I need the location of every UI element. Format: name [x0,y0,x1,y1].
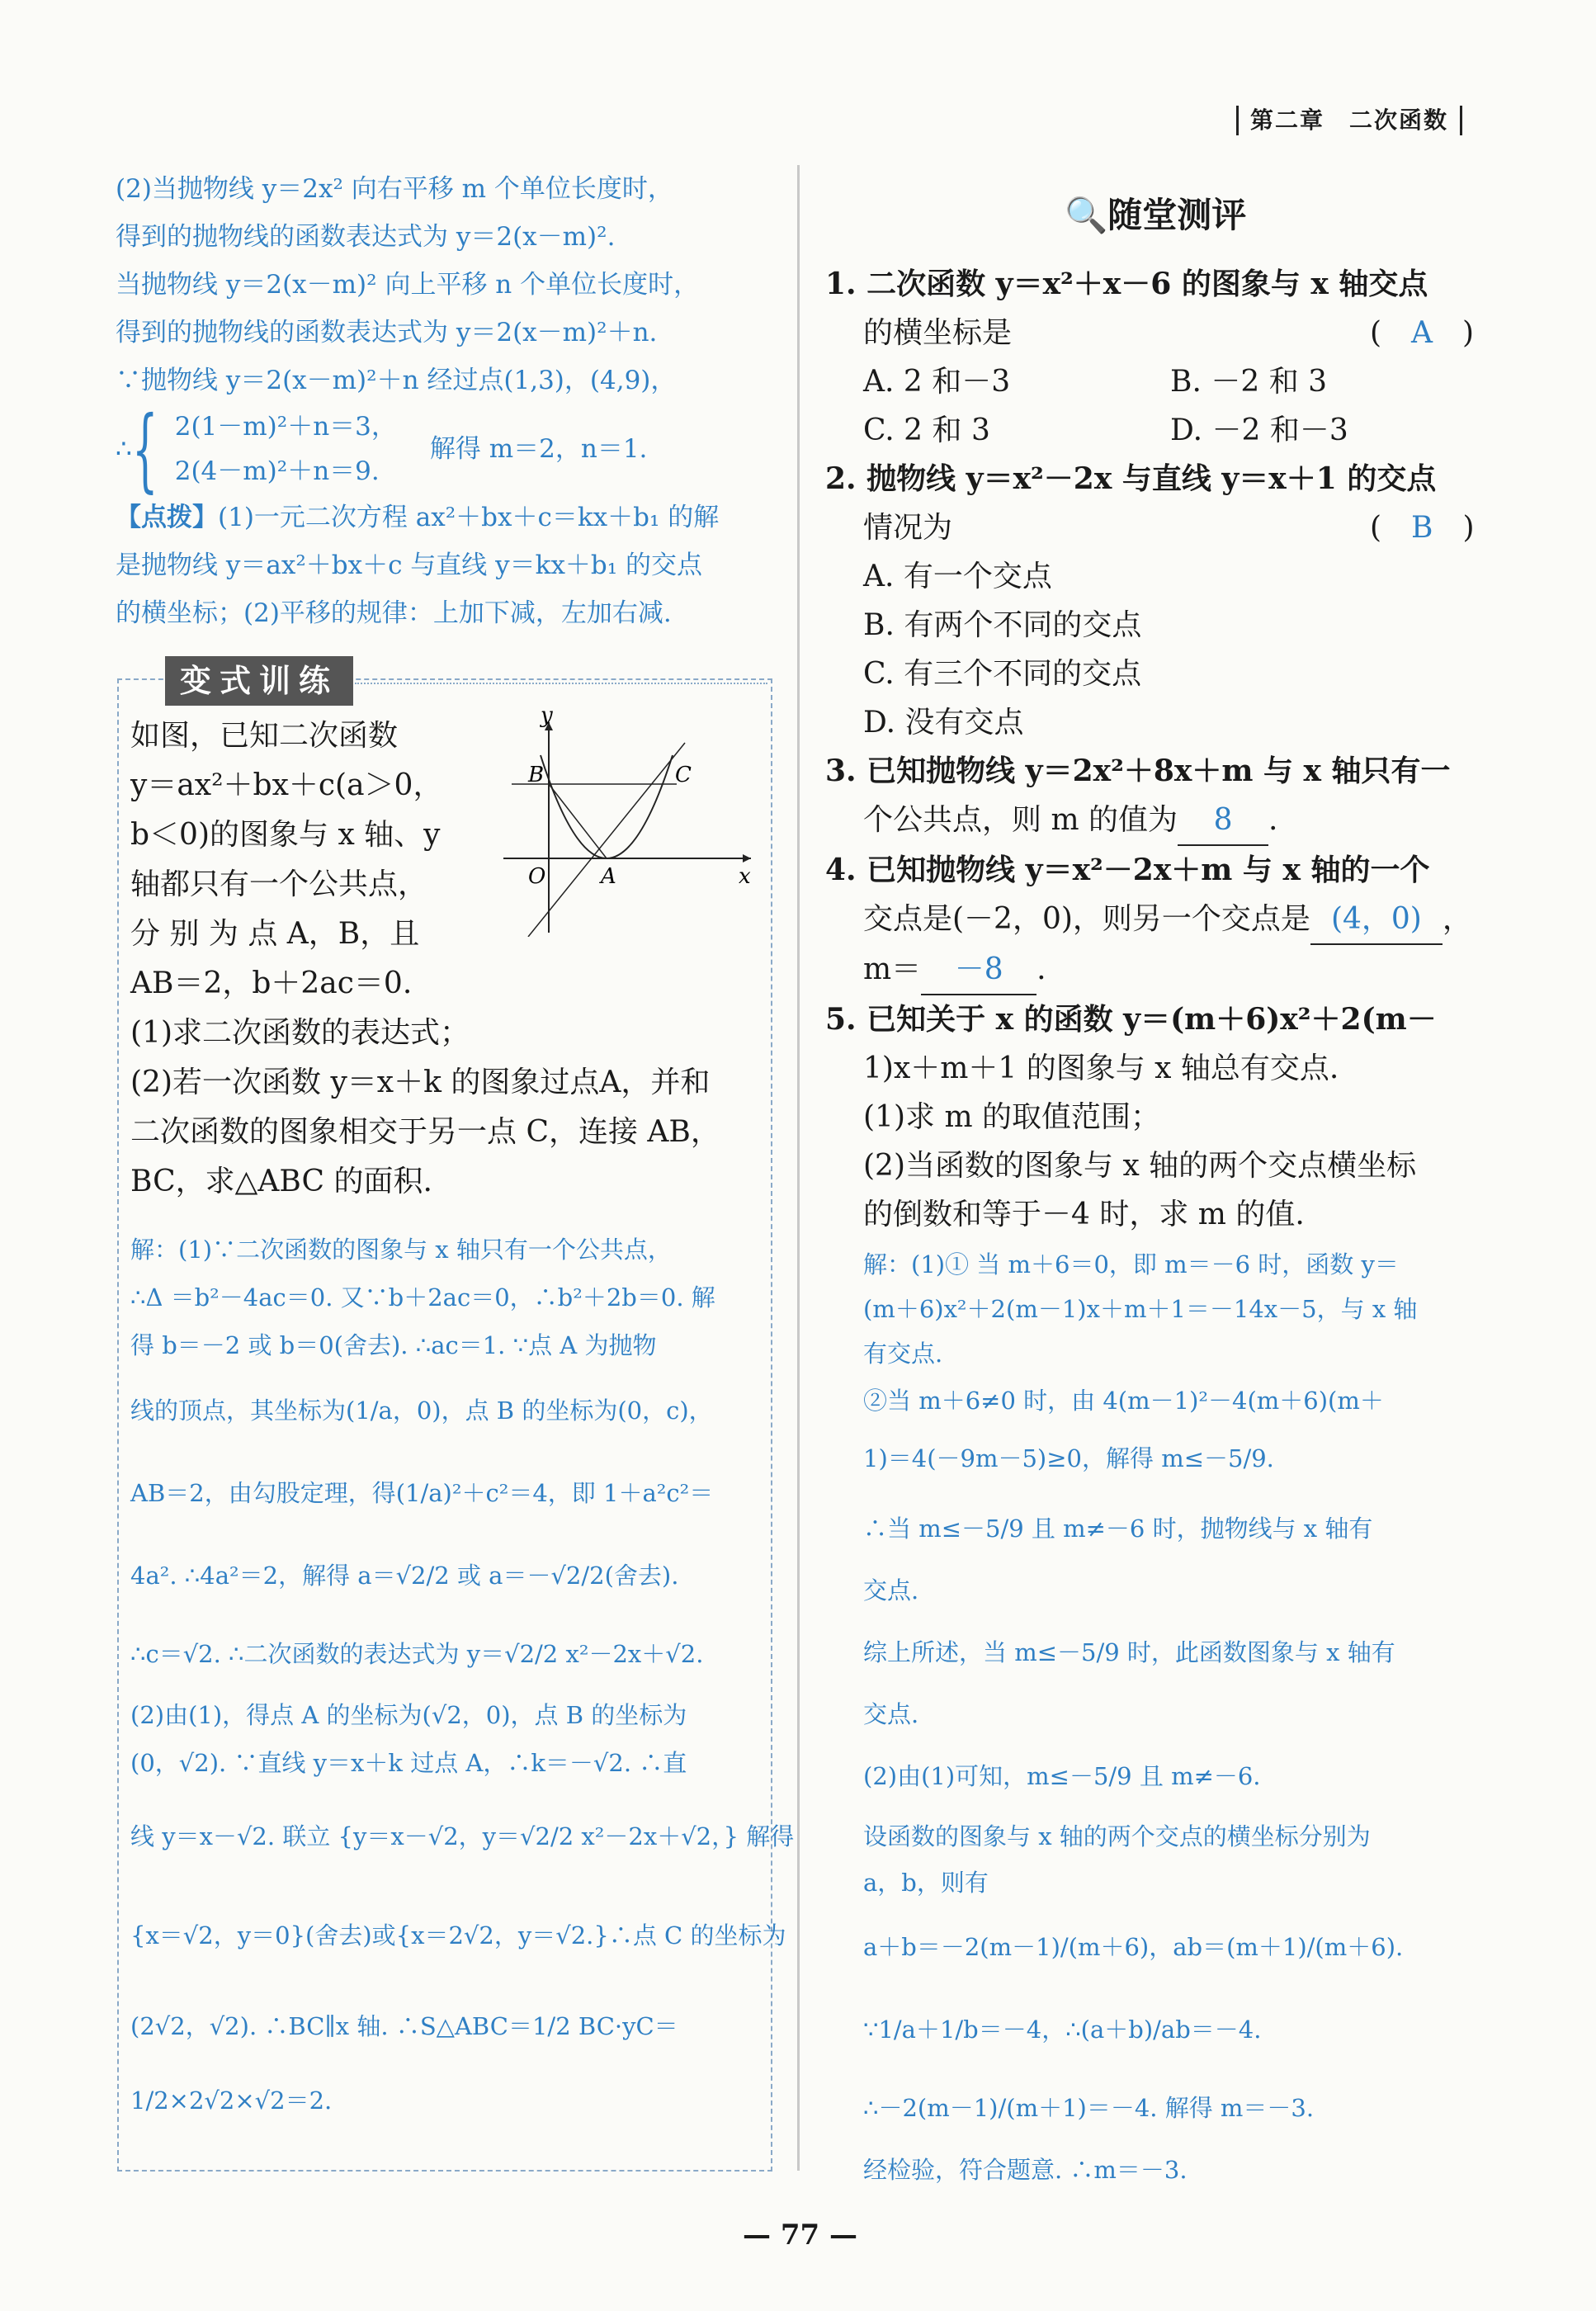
question-1: 1. 二次函数 y＝x²＋x－6 的图象与 x 轴交点 [825,267,1428,301]
y-label: y [541,706,553,728]
column-divider [797,165,800,2171]
question-5-solution: 解：(1)① 当 m＋6＝0，即 m＝－6 时，函数 y＝ (m＋6)x²＋2(m－1)x＋m＋1＝－14x－5，与 x 轴 有交点. ②当 m＋6≠0 时，由 4(m－1)²－4(m＋6)(m＋ 1)＝4(－9m－5)≥0，解得 m≤－5/9. ∴当 m≤－5/9 且 m≠－6 时，抛物线与 x 轴有 交点. 综上所述，当 m≤－5/9 时，此函数图象与 x 轴有 交点. (2)由(1)可知，m≤－5/9 且 m≠－6. 设函数的图象与 x 轴的两个交点的横坐标分别为 a，b，则有 a＋b＝－2(m－1)/(m＋6)，ab＝(m＋1)/(m＋6). ∵1/a＋1/b＝－4，∴(a＋b)/ab＝－4. ∴－2(m－1)/(m＋1)＝－4. 解得 m＝－3. 经检验，符合题意. ∴m＝－3. [863,1250,1418,2184]
variant-training-title: 变式训练 [165,656,353,706]
text-line: ∵抛物线 y＝2(x－m)²＋n 经过点(1,3)，(4,9)， [116,366,677,395]
section-title: 🔍随堂测评 [1065,195,1247,235]
question-2: 2. 抛物线 y＝x²－2x 与直线 y＝x＋1 的交点 [825,461,1437,496]
text-line: 得到的抛物线的函数表达式为 y＝2(x－m)²＋n. [116,318,658,347]
magnifier-icon: 🔍 [1065,195,1108,235]
line-ac [528,743,685,937]
text-line: 当抛物线 y＝2(x－m)² 向上平移 n 个单位长度时， [116,270,700,300]
point-c-label: C [675,763,692,787]
title-rule [355,683,767,684]
point-a-label: A [601,864,616,889]
text-line: (2)当抛物线 y＝2x² 向右平移 m 个单位长度时， [116,174,673,204]
variant-solution: 解：(1)∵二次函数的图象与 x 轴只有一个公共点， ∴Δ ＝b²－4ac＝0. 又∵b＋2ac＝0，∴b²＋2b＝0. 解 得 b＝－2 或 b＝0(舍去). ∴ac＝1. ∵点 A 为抛物 线的顶点，其坐标为(1/a，0)，点 B 的坐标为(0，c)， AB＝2，由勾股定理，得(1/a)²＋c²＝4，即 1＋a²c²＝ 4a². ∴4a²＝2，解得 a＝√2/2 或 a＝－√2/2(舍去). ∴c＝√2. ∴二次函数的表达式为 y＝√2/2 x²－2x＋√2. (2)由(1)，得点 A 的坐标为(√2，0)，点 B 的坐标为 (0，√2). ∵直线 y＝x＋k 过点 A，∴k＝－√2. ∴直 线 y＝x－√2. 联立 {y＝x－√2，y＝√2/2 x²－2x＋√2，} 解得 {x＝√2，y＝0}(舍去)或{x＝2√2，y＝√2.}∴点 C 的坐标为 (2√2，√2). ∴BC∥x 轴. ∴S△ABC＝1/2 BC·yC＝ 1/2×2√2×√2＝2. [130,1236,795,2115]
chapter-header: 第二章 二次函数 [1236,106,1462,135]
answer-3: 8 [1178,796,1268,846]
origin-label: O [528,864,546,889]
question-3: 3. 已知抛物线 y＝2x²＋8x＋m 与 x 轴只有一 [825,754,1451,788]
answer-4b: －8 [921,945,1036,995]
question-5: 5. 已知关于 x 的函数 y＝(m＋6)x²＋2(m－ [825,1002,1437,1037]
question-4: 4. 已知抛物线 y＝x²－2x＋m 与 x 轴的一个 [825,853,1430,887]
variant-problem: 如图，已知二次函数 y＝ax²＋bx＋c(a＞0， b＜0)的图象与 x 轴、y 轴都只有一个公共点， 分 别 为 点 A，B，且 AB＝2，b＋2ac＝0. (1)求二次函数的表达式； (2)若一次函数 y＝x＋k 的图象过点A，并和 二次函数的图象相交于另一点 C，连接 AB， BC，求△ABC 的面积. [130,719,720,1198]
brace-icon: { [131,396,158,502]
parabola-graph [495,706,759,937]
quiz-questions: 1. 二次函数 y＝x²＋x－6 的图象与 x 轴交点 的横坐标是 ( A ) A. 2 和－3 B. －2 和 3 C. 2 和 3 D. －2 和－3 2. 抛物线 y＝x²－2x 与直线 y＝x＋1 的交点 情况为 ( B ) A. 有一个交点 B. 有两个不同的交点 C. 有三个不同的交点 D. 没有交点 3. 已知抛物线 y＝2x²＋8x＋m 与 x 轴只有一 个公共点，则 m 的值为 8 . 4. 已知抛物线 y＝x²－2x＋m 与 x 轴的一个 交点是(－2，0)，则另一个交点是 (4，0) ， m＝ －8 . 5. 已知关于 x 的函数 y＝(m＋6)x²＋2(m－ 1)x＋m＋1 的图象与 x 轴总有交点. (1)求 m 的取值范围； (2)当函数的图象与 x 轴的两个交点横坐标 的倒数和等于－4 时，求 m 的值. [825,260,1502,1239]
parabola-curve [541,755,673,858]
text-line: 的横坐标；(2)平移的规律：上加下减，左加右减. [116,598,672,628]
segment-ab [549,784,607,858]
answer-1: A [1411,316,1433,350]
answer-4a: (4，0) [1310,895,1443,945]
example-solution-continued [116,165,776,637]
tip-line: 【点拨】(1)一元二次方程 ax²＋bx＋c＝kx＋b₁ 的解 [116,503,720,532]
text-line: 得到的抛物线的函数表达式为 y＝2(x－m)². [116,222,616,252]
point-b-label: B [528,763,545,787]
x-label: x [739,864,751,889]
equation-system: ∴ { 2(1－m)²＋n＝3， 2(4－m)²＋n＝9. 解得 m＝2，n＝1. [116,396,648,502]
page-number: — 77 — [743,2219,857,2252]
answer-2: B [1411,511,1433,545]
text-line: 是抛物线 y＝ax²＋bx＋c 与直线 y＝kx＋b₁ 的交点 [116,551,703,580]
tip-label: 【点拨】 [116,503,218,532]
